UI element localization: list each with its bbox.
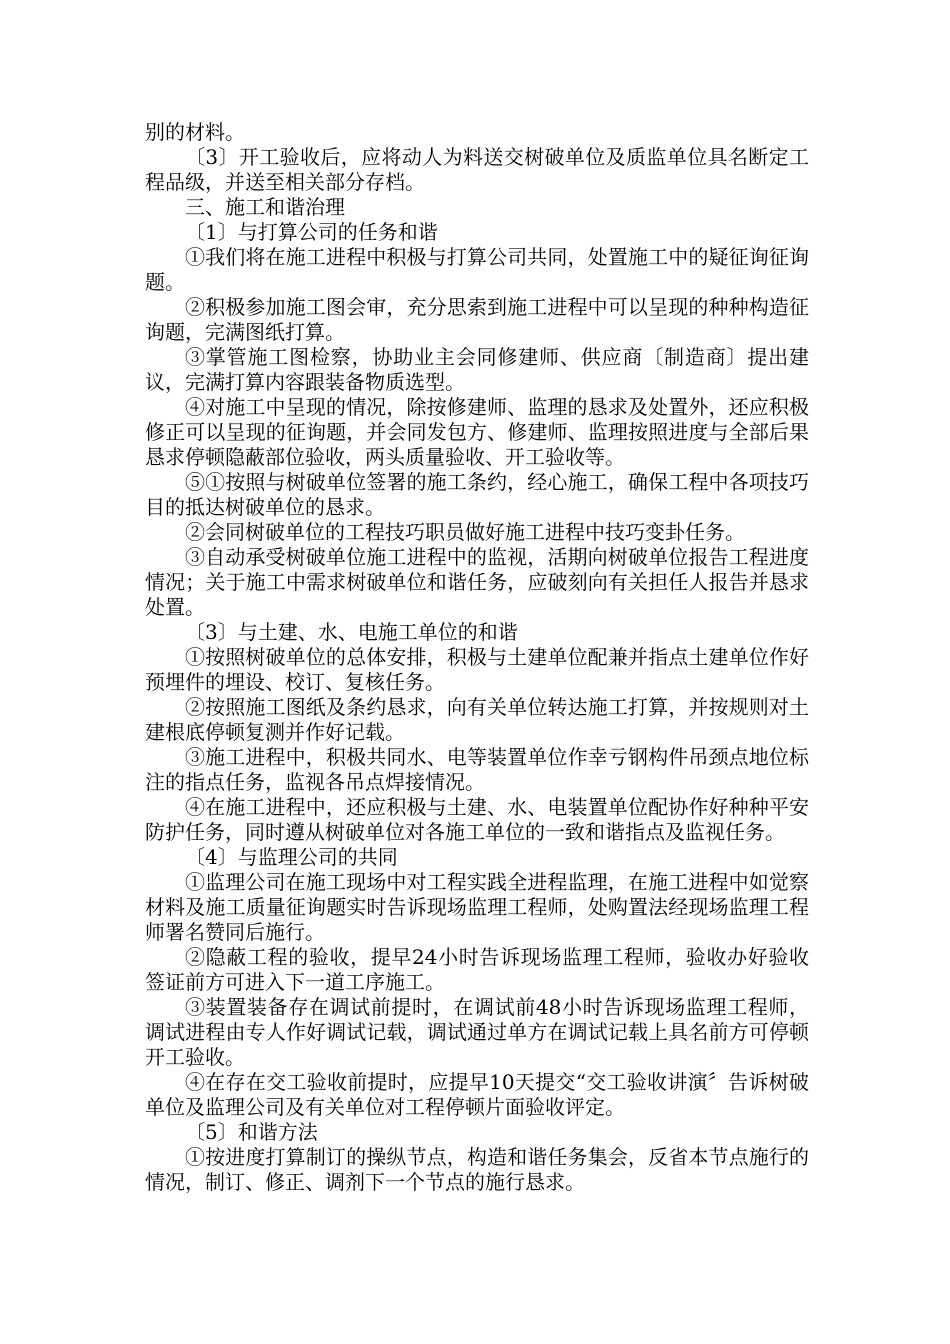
paragraph: ①我们将在施工进程中积极与打算公司共同，处置施工中的疑征询征询题。 bbox=[145, 245, 809, 294]
paragraph: ②会同树破单位的工程技巧职员做好施工进程中技巧变卦任务。 bbox=[185, 520, 745, 544]
paragraph: ①监理公司在施工现场中对工程实践全进程监理，在施工进程中如觉察材料及施工质量征询题实时告诉现场监理工程师，处购置法经现场监理工程师署名赞同后施行。 bbox=[145, 870, 809, 944]
subsection-heading: 〔1〕与打算公司的任务和谐 bbox=[185, 220, 438, 244]
paragraph-continuation: 别的材料。 bbox=[145, 120, 245, 144]
document-page bbox=[145, 120, 809, 1195]
paragraph: 〔3〕开工验收后，应将动人为料送交树破单位及质监单位具名断定工程品级，并送至相关部分存档。 bbox=[145, 145, 809, 194]
paragraph: ②隐蔽工程的验收，提早24小时告诉现场监理工程师，验收办好验收签证前方可进入下一道工序施工。 bbox=[145, 945, 809, 994]
paragraph: ②积极参加施工图会审，充分思索到施工进程中可以呈现的种种构造征询题，完满图纸打算。 bbox=[145, 295, 809, 344]
paragraph: ①按进度打算制订的操纵节点，构造和谐任务集会，反省本节点施行的情况，制订、修正、调剂下一个节点的施行恳求。 bbox=[145, 1145, 809, 1194]
paragraph: ③施工进程中，积极共同水、电等装置单位作幸亏钢构件吊颈点地位标注的指点任务，监视各吊点焊接情况。 bbox=[145, 745, 809, 794]
section-heading: 三、施工和谐治理 bbox=[185, 195, 345, 219]
subsection-heading: 〔4〕与监理公司的共同 bbox=[185, 845, 398, 869]
paragraph: ①按照树破单位的总体安排，积极与土建单位配兼并指点土建单位作好预埋件的埋设、校订、复核任务。 bbox=[145, 645, 809, 694]
subsection-heading: 〔5〕和谐方法 bbox=[185, 1120, 318, 1144]
paragraph: ⑤①按照与树破单位签署的施工条约，经心施工，确保工程中各项技巧目的抵达树破单位的恳求。 bbox=[145, 470, 809, 519]
subsection-heading: 〔3〕与土建、水、电施工单位的和谐 bbox=[185, 620, 518, 644]
paragraph: ④在施工进程中，还应积极与土建、水、电装置单位配协作好种种平安防护任务，同时遵从树破单位对各施工单位的一致和谐指点及监视任务。 bbox=[145, 795, 809, 844]
paragraph: ③装置装备存在调试前提时，在调试前48小时告诉现场监理工程师，调试进程由专人作好调试记载，调试通过单方在调试记载上具名前方可停顿开工验收。 bbox=[145, 995, 809, 1069]
paragraph: ④对施工中呈现的情况，除按修建师、监理的恳求及处置外，还应积极修正可以呈现的征询题，并会同发包方、修建师、监理按照进度与全部后果恳求停顿隐蔽部位验收，两头质量验收、开工验收等。 bbox=[145, 395, 809, 469]
paragraph: ④在存在交工验收前提时，应提早10天提交“交工验收讲演〞告诉树破单位及监理公司及有关单位对工程停顿片面验收评定。 bbox=[145, 1070, 809, 1119]
paragraph: ②按照施工图纸及条约恳求，向有关单位转达施工打算，并按规则对土建根底停顿复测并作好记载。 bbox=[145, 695, 809, 744]
paragraph: ③自动承受树破单位施工进程中的监视，活期向树破单位报告工程进度情况；关于施工中需求树破单位和谐任务，应破刻向有关担任人报告并恳求处置。 bbox=[145, 545, 809, 619]
paragraph: ③掌管施工图检察，协助业主会同修建师、供应商〔制造商〕提出建议，完满打算内容跟装备物质选型。 bbox=[145, 345, 809, 394]
